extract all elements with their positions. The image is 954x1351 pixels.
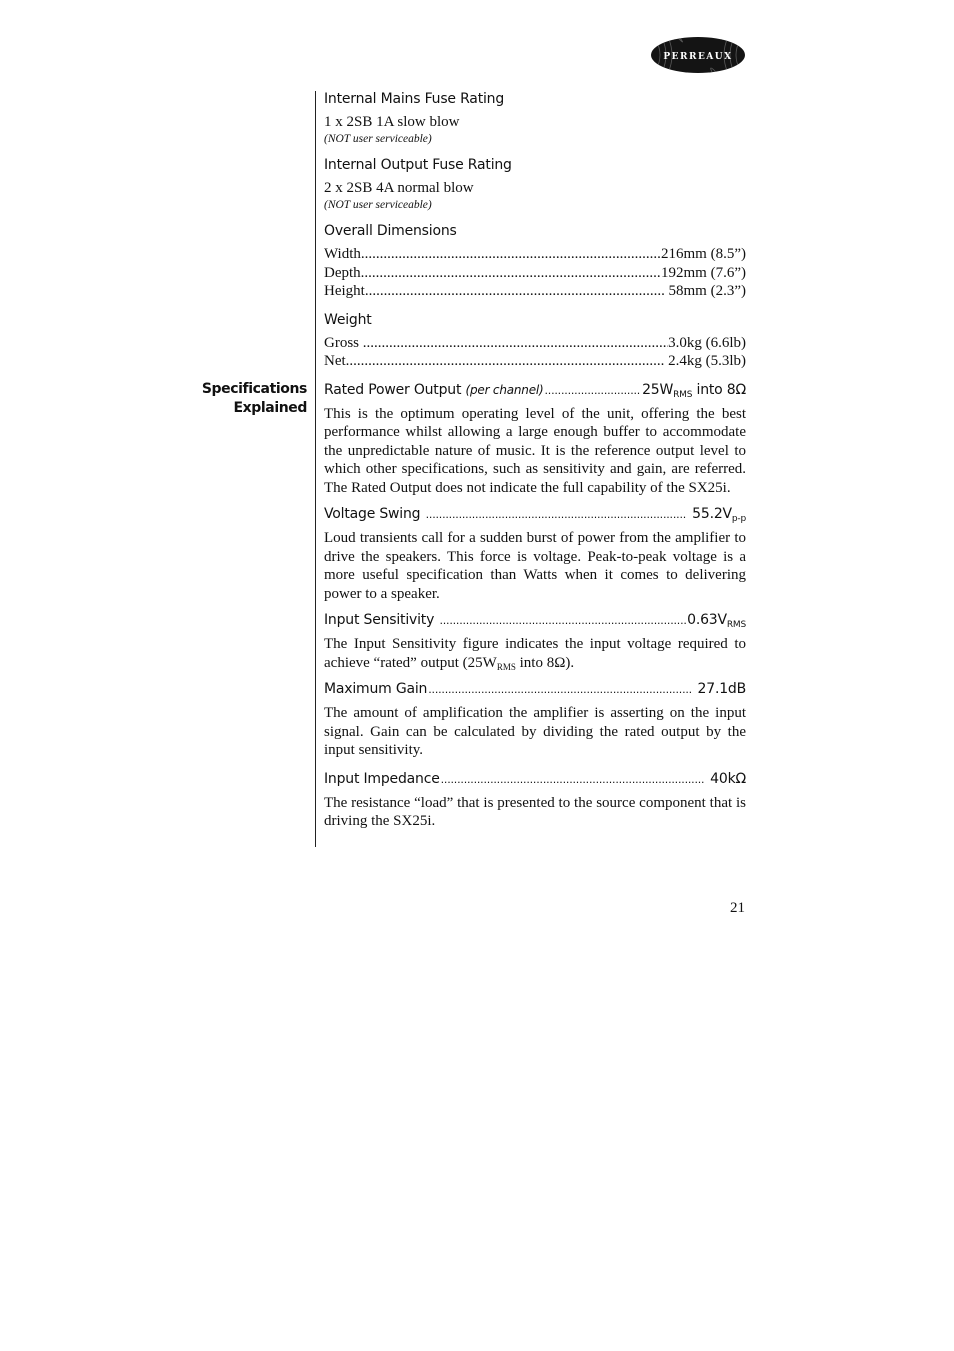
section-heading-line2: Explained [233, 400, 307, 416]
voltage-swing-heading [324, 504, 746, 525]
vertical-rule [315, 91, 316, 847]
voltage-swing-block [324, 504, 746, 603]
leader-dots [426, 505, 687, 525]
maximum-gain-value: 27.1dB [693, 681, 746, 697]
leader-dots [361, 245, 661, 264]
voltage-swing-value: $55.2V_{p-p}$ [687, 506, 746, 524]
input-sensitivity-title: Input Sensitivity [324, 612, 439, 628]
input-sensitivity-block [324, 610, 746, 672]
leader-dots [545, 381, 642, 401]
weight-label: Net [324, 353, 346, 369]
mains-fuse-note: (NOT user serviceable) [324, 133, 432, 145]
logo-text: PERREAUX [663, 52, 733, 62]
weight-row-net [324, 352, 746, 371]
output-fuse-title: Internal Output Fuse Rating [324, 157, 512, 173]
leader-dots [361, 264, 661, 283]
leader-dots [439, 611, 686, 631]
section-heading [170, 380, 307, 418]
maximum-gain-heading [324, 679, 746, 700]
dimension-row-width [324, 245, 746, 264]
dimension-label: Height [324, 283, 365, 299]
weight-value: 2.4kg (5.3lb) [664, 353, 746, 369]
input-impedance-heading [324, 769, 746, 790]
rated-power-title: Rated Power Output [324, 381, 466, 398]
input-sensitivity-value: $0.63V_{RMS}$ [687, 612, 746, 630]
section-heading-line1: Specifications [201, 381, 307, 397]
input-impedance-title: Input Impedance [324, 770, 440, 787]
output-fuse-block [324, 155, 746, 212]
weight-title: Weight [324, 311, 372, 328]
leader-dots [346, 352, 665, 371]
maximum-gain-title: Maximum Gain [324, 681, 428, 697]
voltage-swing-title: Voltage Swing [324, 506, 425, 522]
weight-row-gross [324, 334, 746, 353]
dimension-value: 216mm (8.5”) [661, 246, 746, 262]
mains-fuse-value: 1 x 2SB 1A slow blow [324, 114, 460, 130]
weight-block [324, 310, 746, 371]
rated-power-block [324, 380, 746, 498]
maximum-gain-text: The amount of amplification the amplifier is asserting on the input signal. Gain can be calculated by dividing the rated output by the input sensitivity. [324, 705, 746, 758]
perreaux-logo [650, 36, 746, 74]
spec-column [324, 89, 746, 831]
input-impedance-block [324, 769, 746, 831]
dimension-label: Width [324, 246, 361, 262]
mains-fuse-block [324, 89, 746, 146]
dimension-label: Depth [324, 264, 361, 281]
rated-power-heading [324, 380, 746, 401]
output-fuse-value: 2 x 2SB 4A normal blow [324, 180, 474, 196]
input-sensitivity-text: The Input Sensitivity figure indicates the input voltage required to achieve “rated” output ($25W_{RMS}$ into 8Ω). [324, 636, 746, 672]
dimension-row-height [324, 282, 746, 301]
rated-power-value: $25W_{RMS}$ into 8Ω [642, 381, 746, 400]
input-sensitivity-heading [324, 610, 746, 631]
input-impedance-text: The resistance “load” that is presented to the source component that is driving the SX25i. [324, 794, 746, 829]
dimensions-title: Overall Dimensions [324, 223, 457, 239]
rated-power-text: This is the optimum operating level of the unit, offering the best performance whilst allowing a large enough buffer to accommodate the unpredictable nature of music. It is the reference output level to which other specifications, such as sensitivity and gain, are referred. The Rated Output does not indicate the full capability of the SX25i. [324, 405, 746, 496]
leader-dots [363, 334, 668, 353]
dimension-row-depth [324, 264, 746, 283]
page-number: 21 [730, 900, 745, 916]
leader-dots [428, 680, 692, 700]
weight-label: Gross [324, 334, 363, 351]
maximum-gain-block [324, 679, 746, 760]
dimension-value: 192mm (7.6”) [661, 264, 746, 281]
rated-power-qualifier: (per channel) [465, 382, 544, 397]
leader-dots [441, 770, 705, 790]
dimensions-block [324, 221, 746, 301]
dimension-value: 58mm (2.3”) [664, 283, 746, 299]
leader-dots [365, 282, 665, 301]
input-impedance-value: 40kΩ [705, 770, 746, 787]
mains-fuse-title: Internal Mains Fuse Rating [324, 91, 505, 107]
output-fuse-note: (NOT user serviceable) [324, 199, 432, 211]
weight-value: 3.0kg (6.6lb) [668, 334, 746, 351]
voltage-swing-text: Loud transients call for a sudden burst of power from the amplifier to drive the speakers. This force is voltage. Peak-to-peak voltage is a more useful specification than Watts when it comes to delivering power to a speaker. [324, 530, 746, 602]
